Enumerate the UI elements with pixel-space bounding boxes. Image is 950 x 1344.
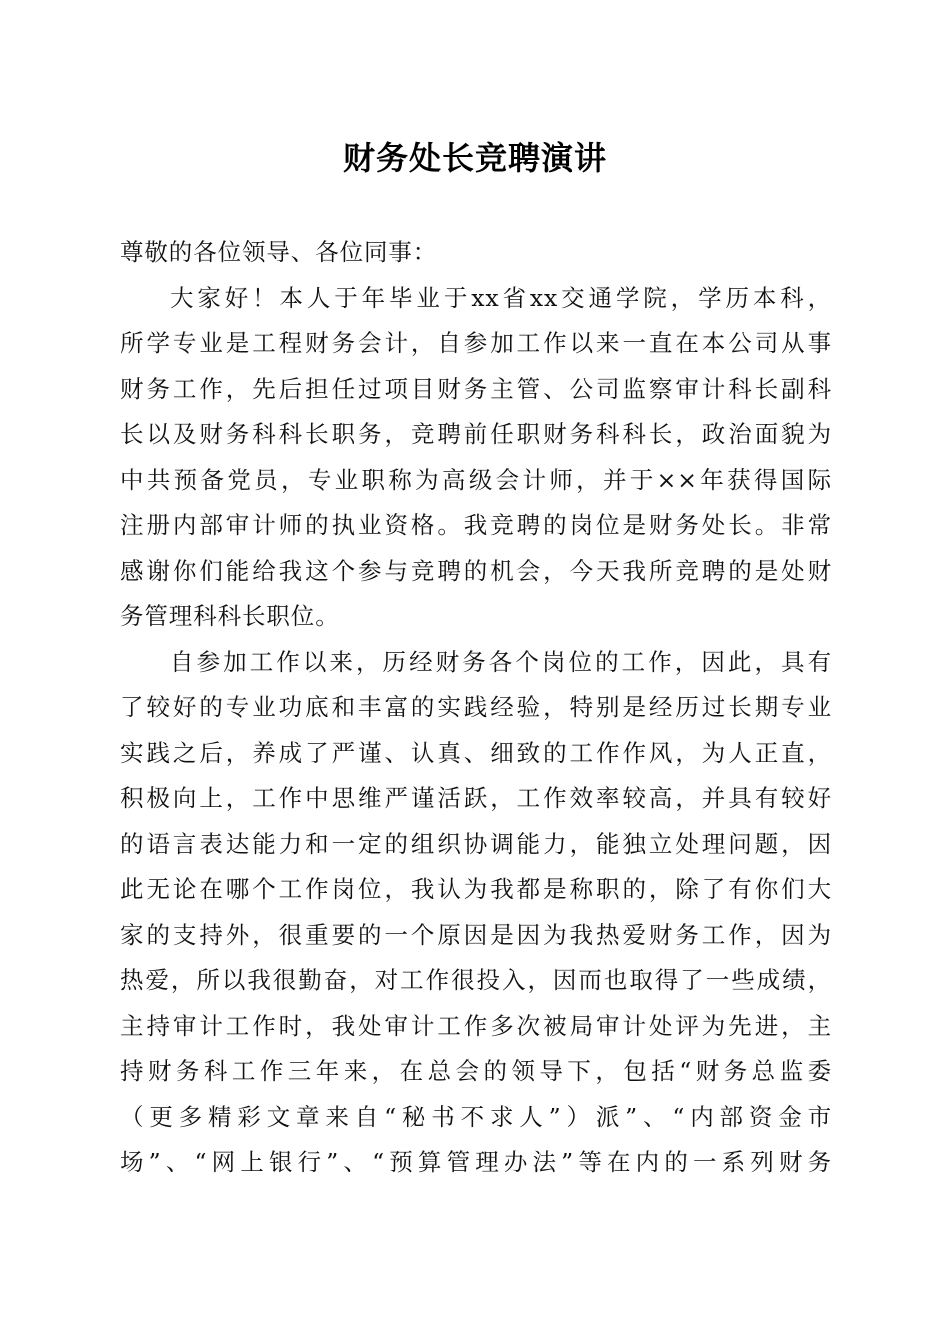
paragraph-line: 所学专业是工程财务会计，自参加工作以来一直在本公司从事 — [120, 329, 832, 357]
salutation: 尊敬的各位领导、各位同事： — [120, 238, 438, 266]
paragraph-line: 财务工作，先后担任过项目财务主管、公司监察审计科长副科 — [120, 374, 832, 403]
paragraph-line: 主持审计工作时，我处审计工作多次被局审计处评为先进，主 — [120, 1011, 832, 1040]
paragraph-line: 注册内部审计师的执业资格。我竞聘的岗位是财务处长。非常 — [120, 511, 832, 539]
paragraph-line: 大家好！本人于年毕业于xx省xx交通学院，学历本科， — [170, 283, 832, 312]
paragraph-line: 此无论在哪个工作岗位，我认为我都是称职的，除了有你们大 — [120, 875, 832, 903]
paragraph-line: 了较好的专业功底和丰富的实践经验，特别是经历过长期专业 — [120, 693, 832, 721]
paragraph-line: 积极向上，工作中思维严谨活跃，工作效率较高，并具有较好 — [120, 784, 832, 812]
paragraph-line: 自参加工作以来，历经财务各个岗位的工作，因此，具有 — [170, 647, 832, 676]
paragraph-line: 中共预备党员，专业职称为高级会计师，并于××年获得国际 — [120, 465, 832, 494]
paragraph-line: 热爱，所以我很勤奋，对工作很投入，因而也取得了一些成绩， — [120, 966, 832, 994]
paragraph-line: 感谢你们能给我这个参与竞聘的机会，今天我所竞聘的是处财 — [120, 556, 832, 585]
paragraph-line: 实践之后，养成了严谨、认真、细致的工作作风，为人正直， — [120, 738, 832, 767]
paragraph-2 — [120, 640, 832, 1186]
paragraph-line: 场”、“网上银行”、“预算管理办法”等在内的一系列财务 — [120, 1148, 832, 1176]
paragraph-line: （更多精彩文章来自“秘书不求人”）派”、“内部资金市 — [120, 1102, 832, 1131]
document-title: 财务处长竞聘演讲 — [342, 139, 607, 177]
paragraph-line: 的语言表达能力和一定的组织协调能力，能独立处理问题，因 — [120, 829, 832, 858]
paragraph-line: 持财务科工作三年来，在总会的领导下，包括“财务总监委 — [120, 1057, 832, 1085]
paragraph-line: 务管理科科长职位。 — [120, 602, 340, 630]
paragraph-1 — [120, 276, 832, 640]
paragraph-line: 长以及财务科科长职务，竞聘前任职财务科科长，政治面貌为 — [120, 420, 832, 448]
paragraph-line: 家的支持外，很重要的一个原因是因为我热爱财务工作，因为 — [120, 920, 832, 949]
document-body — [120, 230, 832, 1186]
